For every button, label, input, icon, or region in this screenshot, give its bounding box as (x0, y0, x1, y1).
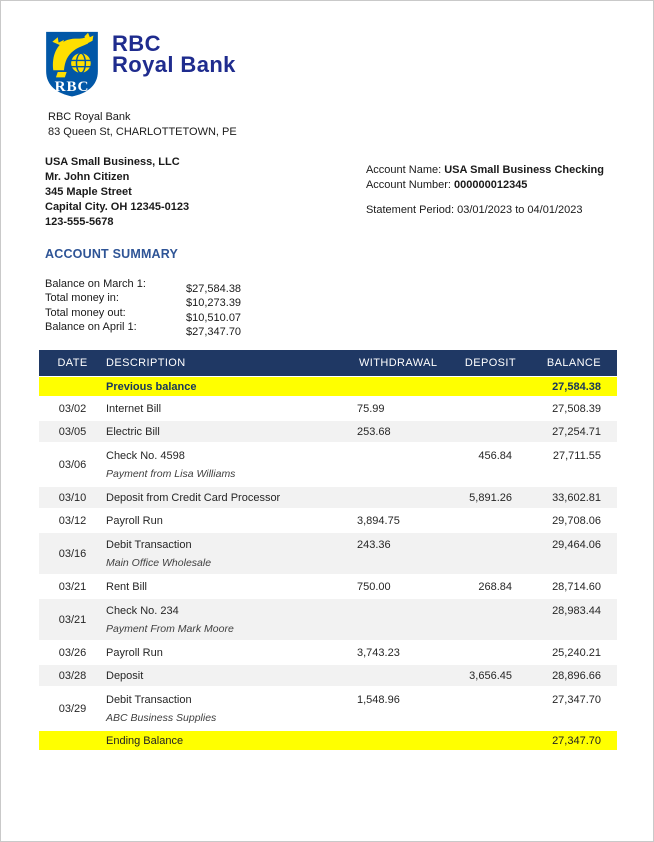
transaction-rows (39, 398, 617, 729)
transaction-balance: 28,896.66 (552, 669, 601, 682)
transaction-balance: 25,240.21 (552, 646, 601, 659)
transaction-description-main: Rent Bill (106, 580, 147, 593)
wordmark-line1: RBC (112, 31, 161, 56)
column-header-description: DESCRIPTION (106, 357, 186, 370)
transaction-balance: 29,708.06 (552, 514, 601, 527)
transaction-balance: 28,983.44 (552, 605, 601, 618)
transaction-row (39, 665, 617, 686)
column-header-deposit: DEPOSIT (464, 357, 516, 370)
summary-label: Total money out: (45, 306, 126, 319)
transaction-description (106, 599, 356, 640)
transaction-date: 03/02 (58, 402, 87, 415)
transaction-balance: 27,347.70 (552, 694, 601, 707)
column-header-date: DATE (57, 357, 88, 370)
transaction-date: 03/29 (58, 702, 87, 715)
transaction-description-detail: Payment from Lisa Williams (106, 467, 236, 480)
bank-name: RBC Royal Bank (48, 111, 131, 123)
summary-label: Balance on March 1: (45, 278, 146, 290)
transaction-date: 03/26 (58, 646, 87, 659)
customer-line: 345 Maple Street (45, 186, 132, 198)
previous-balance-label: Previous balance (106, 380, 197, 393)
transaction-description (106, 576, 356, 597)
transaction-description-main: Deposit from Credit Card Processor (106, 491, 281, 504)
transaction-balance: 33,602.81 (552, 491, 601, 504)
customer-line: Capital City. OH 12345-0123 (45, 201, 190, 213)
ending-balance-label: Ending Balance (106, 734, 184, 747)
transaction-balance: 28,714.60 (552, 580, 601, 593)
transaction-description (106, 642, 356, 663)
transaction-deposit (446, 421, 516, 442)
transaction-withdrawal: 3,743.23 (357, 646, 400, 659)
summary-value: $10,273.39 (186, 297, 242, 310)
column-header-withdrawal: WITHDRAWAL (359, 357, 438, 370)
bank-address (48, 110, 653, 140)
transaction-description-main: Electric Bill (106, 425, 160, 438)
transaction-row (39, 421, 617, 442)
account-number-label: Account Number: (365, 179, 451, 191)
bank-street: 83 Queen St, CHARLOTTETOWN, PE (48, 126, 237, 138)
transaction-description-main: Check No. 234 (106, 604, 179, 617)
transaction-row (39, 533, 617, 574)
transaction-date: 03/12 (58, 514, 87, 527)
transaction-row (39, 599, 617, 640)
customer-line: 123-555-5678 (45, 216, 114, 228)
transaction-date: 03/16 (58, 547, 87, 560)
previous-balance-value: 27,584.38 (552, 380, 601, 393)
transaction-description-detail: Payment From Mark Moore (106, 622, 234, 635)
transaction-withdrawal (356, 665, 446, 686)
transaction-deposit (446, 599, 516, 640)
transaction-balance: 27,508.39 (552, 402, 601, 415)
account-summary-title: ACCOUNT SUMMARY (45, 247, 179, 261)
transaction-deposit (446, 533, 516, 574)
transaction-deposit (446, 510, 516, 531)
transaction-deposit: 5,891.26 (469, 491, 512, 504)
transaction-date: 03/21 (58, 580, 87, 593)
transaction-description-main: Deposit (106, 669, 144, 682)
rbc-wordmark (112, 33, 236, 75)
ending-balance-row (39, 731, 617, 750)
transaction-deposit: 3,656.45 (469, 669, 512, 682)
transaction-balance: 29,464.06 (552, 539, 601, 552)
transaction-withdrawal: 243.36 (357, 539, 391, 552)
svg-text:RBC: RBC (54, 77, 90, 95)
transaction-deposit: 268.84 (478, 580, 512, 593)
transaction-description (106, 510, 356, 531)
account-number-row (366, 178, 604, 193)
statement-period-value: 03/01/2023 to 04/01/2023 (457, 204, 583, 216)
transaction-deposit (446, 688, 516, 729)
transaction-deposit (446, 398, 516, 419)
previous-balance-row (39, 377, 617, 396)
account-summary (45, 277, 305, 338)
transaction-withdrawal: 75.99 (357, 402, 385, 415)
transaction-description (106, 444, 356, 485)
ending-balance-value: 27,347.70 (552, 734, 601, 747)
customer-line: Mr. John Citizen (45, 171, 130, 183)
brand-header (45, 31, 653, 97)
transaction-description (106, 688, 356, 729)
transaction-deposit: 456.84 (478, 450, 512, 463)
account-name-label: Account Name: (365, 164, 442, 176)
table-header (39, 350, 617, 376)
account-name-value: USA Small Business Checking (444, 164, 604, 176)
statement-period-row (366, 203, 604, 218)
transaction-description (106, 533, 356, 574)
info-row (1, 155, 653, 230)
transaction-balance: 27,254.71 (552, 425, 601, 438)
summary-label: Balance on April 1: (45, 320, 137, 333)
transaction-balance: 27,711.55 (552, 450, 601, 463)
account-number-value: 000000012345 (454, 179, 528, 191)
transaction-date: 03/06 (58, 458, 87, 471)
transaction-description-detail: ABC Business Supplies (106, 711, 217, 724)
statement-period-label: Statement Period: (365, 204, 455, 216)
transaction-description (106, 398, 356, 419)
transaction-withdrawal (356, 599, 446, 640)
transaction-description-detail: Main Office Wholesale (106, 556, 212, 569)
transaction-description-main: Debit Transaction (106, 693, 192, 706)
transaction-row (39, 444, 617, 485)
transaction-row (39, 398, 617, 419)
transaction-description-main: Payroll Run (106, 646, 163, 659)
transaction-date: 03/28 (58, 669, 87, 682)
transaction-description (106, 487, 356, 508)
rbc-logo-icon (45, 31, 99, 97)
transaction-description (106, 421, 356, 442)
account-info (366, 163, 604, 230)
transaction-row (39, 576, 617, 597)
transactions-table (39, 350, 617, 750)
transaction-withdrawal (356, 444, 446, 485)
customer-line: USA Small Business, LLC (45, 156, 180, 168)
transaction-date: 03/21 (58, 613, 87, 626)
transaction-description-main: Internet Bill (106, 402, 162, 415)
transaction-date: 03/10 (58, 491, 87, 504)
transaction-deposit (446, 642, 516, 663)
transaction-description (106, 665, 356, 686)
summary-value: $10,510.07 (186, 311, 242, 324)
column-header-balance: BALANCE (546, 357, 601, 370)
summary-label: Total money in: (45, 292, 119, 305)
transaction-row (39, 487, 617, 508)
transaction-withdrawal: 3,894.75 (357, 514, 400, 527)
transaction-withdrawal (356, 487, 446, 508)
transaction-row (39, 510, 617, 531)
transaction-withdrawal: 1,548.96 (357, 694, 400, 707)
transaction-description-main: Debit Transaction (106, 538, 192, 551)
account-name-row (366, 163, 604, 178)
customer-address (45, 155, 189, 230)
transaction-description-main: Check No. 4598 (106, 449, 185, 462)
transaction-withdrawal: 253.68 (357, 425, 391, 438)
transaction-date: 03/05 (58, 425, 87, 438)
transaction-row (39, 688, 617, 729)
transaction-description-main: Payroll Run (106, 514, 163, 527)
transaction-row (39, 642, 617, 663)
wordmark-line2: Royal Bank (112, 52, 236, 77)
transaction-withdrawal: 750.00 (357, 580, 391, 593)
summary-value: $27,347.70 (186, 325, 242, 338)
summary-value: $27,584.38 (186, 283, 242, 295)
